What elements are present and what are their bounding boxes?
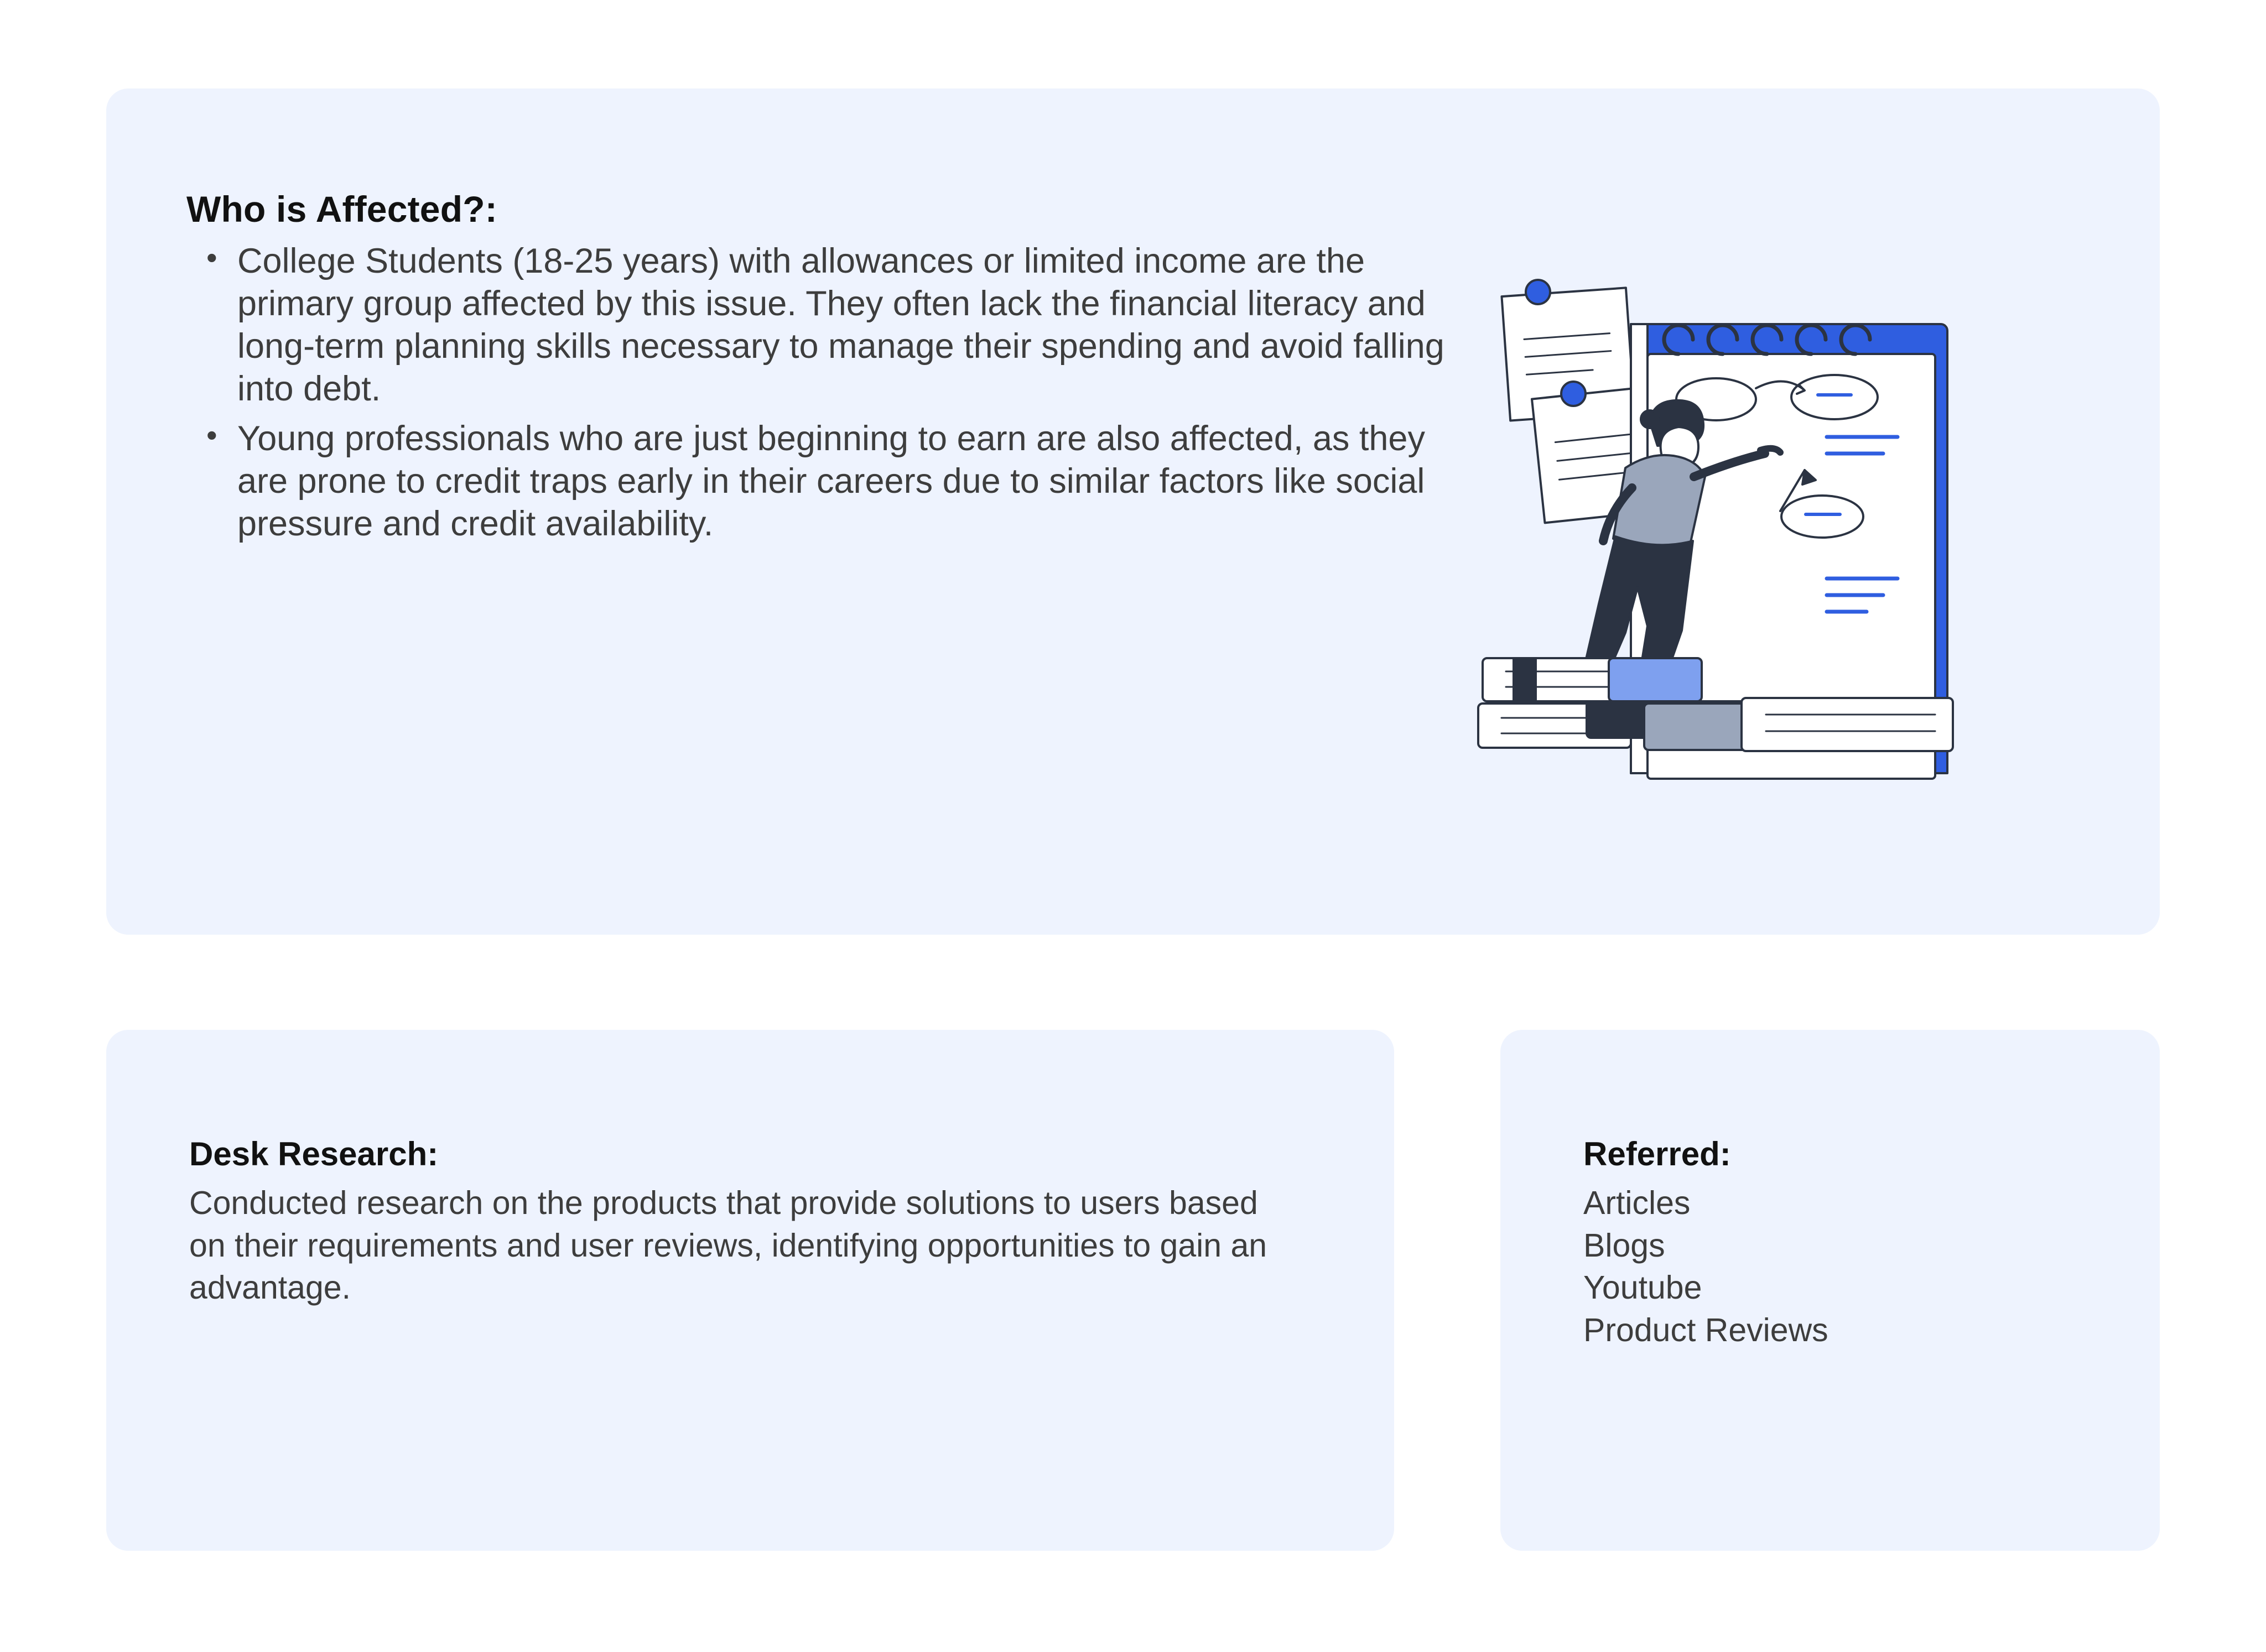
referred-card	[1500, 1030, 2160, 1551]
desk-research-title: Desk Research:	[189, 1135, 439, 1172]
list-item: Product Reviews	[1583, 1312, 1828, 1349]
referred-title: Referred:	[1583, 1135, 1731, 1172]
desk-research-card	[106, 1030, 1394, 1551]
list-item: Youtube	[1583, 1269, 1702, 1306]
desk-research-body: Conducted research on the products that provide solutions to users based on their requirements and user reviews, identifying opportunities to gain an advantage.	[189, 1185, 1267, 1306]
research-illustration	[1473, 271, 2092, 860]
page-title: Who is Affected?:	[186, 189, 497, 230]
list-item: • Young professionals who are just beginning to earn are also affected, as they are prone to credit traps early in their careers due to similar factors like social pressure and credit availability.	[237, 418, 1451, 545]
who-is-affected-text-block	[106, 88, 1451, 553]
list-item: • College Students (18-25 years) with allowances or limited income are the primary group affected by this issue. They often lack the financial literacy and long-term planning skills necessary to manage their spending and avoid falling into debt.	[237, 240, 1451, 410]
list-item: Blogs	[1583, 1227, 1665, 1264]
referred-source-list	[1583, 1182, 2104, 1352]
who-is-affected-card	[106, 88, 2160, 935]
affected-bullet-list	[186, 240, 1451, 545]
list-item: Articles	[1583, 1185, 1691, 1221]
